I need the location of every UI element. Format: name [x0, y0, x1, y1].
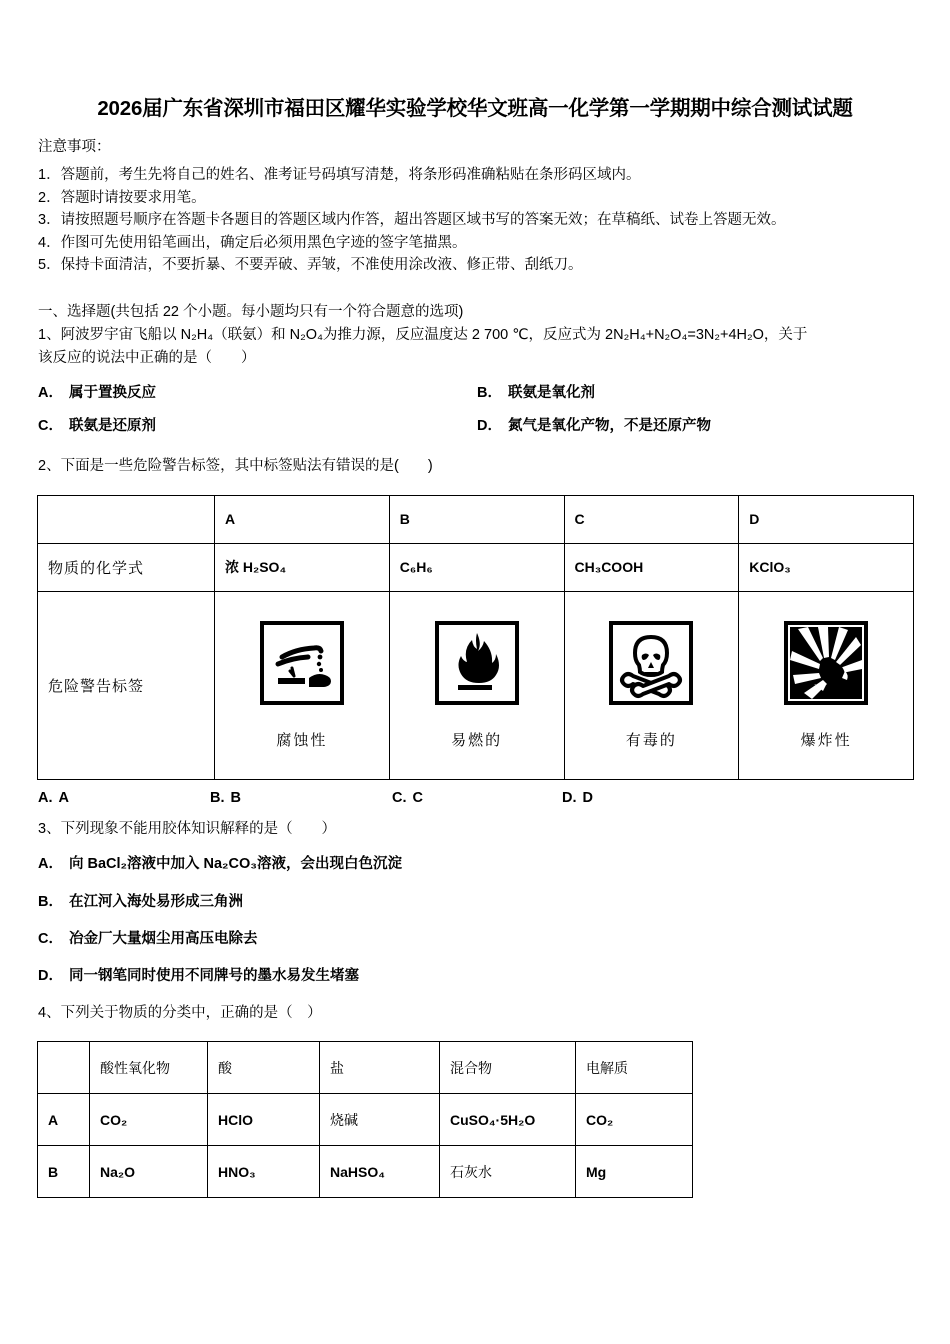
question-2-option-c[interactable] — [392, 790, 562, 806]
notice-heading: 注意事项： — [38, 138, 111, 155]
question-1-stem-line1: 1、阿波罗宇宙飞船以 N₂H₄（联氨）和 N₂O₄为推力源，反应温度达 2 700 ℃，反应式为 2N₂H₄+N₂O₄=3N₂+4H₂O，关于 — [38, 327, 808, 344]
classification-table — [37, 1041, 693, 1198]
hazard-header-c: C — [564, 495, 739, 543]
table-row-header — [38, 1042, 693, 1094]
class-b-mixture: 石灰水 — [440, 1146, 576, 1198]
option-text: 联氨是还原剂 — [68, 418, 156, 435]
table-row — [38, 1094, 693, 1146]
class-header-mixture: 混合物 — [440, 1042, 576, 1094]
option-label: B． — [38, 893, 63, 910]
hazard-header-b: B — [389, 495, 564, 543]
option-label: A． — [38, 856, 63, 873]
table-row — [38, 1146, 693, 1198]
table-row-formulas — [38, 543, 914, 591]
flammable-icon — [435, 621, 519, 705]
option-text: D — [582, 789, 593, 806]
option-text: C — [412, 789, 423, 806]
question-2-option-d[interactable] — [562, 790, 593, 806]
hazard-caption-d: 爆炸性 — [800, 731, 852, 749]
class-header-electrolyte: 电解质 — [576, 1042, 693, 1094]
option-text: A — [58, 789, 69, 806]
class-header-acidic-oxide: 酸性氧化物 — [90, 1042, 208, 1094]
notice-line-2: 2．答题时请按要求用笔。 — [38, 189, 206, 206]
option-text: 同一钢笔同时使用不同牌号的墨水易发生堵塞 — [68, 968, 359, 985]
formula-c: CH₃COOH — [564, 543, 739, 591]
option-text: 在江河入海处易形成三角洲 — [68, 893, 243, 910]
class-b-salt: NaHSO₄ — [320, 1146, 440, 1198]
option-label: C． — [38, 931, 63, 948]
section-heading: 一、选择题(共包括 22 个小题。每小题均只有一个符合题意的选项) — [38, 304, 464, 321]
class-b-acidic-oxide: Na₂O — [90, 1146, 208, 1198]
hazard-header-d: D — [739, 495, 914, 543]
class-a-salt: 烧碱 — [320, 1094, 440, 1146]
option-label: D． — [38, 968, 63, 985]
option-label: D． — [477, 418, 502, 435]
class-b-acid: HNO₃ — [208, 1146, 320, 1198]
class-header-salt: 盐 — [320, 1042, 440, 1094]
question-1-stem-line2: 该反应的说法中正确的是（ ） — [38, 349, 256, 366]
hazard-header-blank — [38, 495, 215, 543]
option-text: 冶金厂大量烟尘用高压电除去 — [68, 931, 258, 948]
option-label: A． — [38, 385, 63, 402]
notice-line-5: 5．保持卡面清洁，不要折暴、不要弄破、弄皱，不准使用涂改液、修正带、刮纸刀。 — [38, 257, 583, 274]
question-3-option-c[interactable] — [0, 931, 950, 948]
question-3-option-d[interactable] — [0, 968, 950, 985]
corrosive-icon — [260, 621, 344, 705]
question-3-option-b[interactable] — [0, 894, 950, 911]
class-a-electrolyte: CO₂ — [576, 1094, 693, 1146]
table-row-hazard-icons — [38, 591, 914, 779]
question-2-option-a[interactable] — [38, 790, 210, 806]
notice-line-1: 1．答题前，考生先将自己的姓名、准考证号码填写清楚，将条形码准确粘贴在条形码区域内。 — [38, 167, 641, 184]
class-a-acid: HClO — [208, 1094, 320, 1146]
option-text: 向 BaCl₂溶液中加入 Na₂CO₃溶液，会出现白色沉淀 — [68, 856, 402, 873]
question-3-option-a[interactable] — [0, 856, 950, 873]
question-1-options-row-2 — [0, 414, 950, 435]
row-label-formula: 物质的化学式 — [38, 543, 215, 591]
formula-a: 浓 H₂SO₄ — [215, 543, 390, 591]
explosive-icon — [784, 621, 868, 705]
toxic-icon — [609, 621, 693, 705]
hazard-cell-a — [215, 591, 390, 779]
question-2-options-row — [0, 790, 950, 806]
hazard-cell-b — [389, 591, 564, 779]
class-a-acidic-oxide: CO₂ — [90, 1094, 208, 1146]
formula-b: C₆H₆ — [389, 543, 564, 591]
class-a-mixture: CuSO₄·5H₂O — [440, 1094, 576, 1146]
option-text: 联氨是氧化剂 — [507, 385, 595, 402]
class-row-key-a: A — [38, 1094, 90, 1146]
question-1-option-a[interactable] — [38, 381, 477, 402]
option-label: A. — [38, 789, 53, 806]
option-text: 属于置换反应 — [68, 385, 156, 402]
hazard-header-a: A — [215, 495, 390, 543]
notice-line-4: 4．作图可先使用铅笔画出，确定后必须用黑色字迹的签字笔描黑。 — [38, 234, 467, 251]
option-text: B — [230, 789, 241, 806]
question-1-option-c[interactable] — [38, 414, 477, 435]
question-2-option-b[interactable] — [210, 790, 392, 806]
page-title: 2026届广东省深圳市福田区耀华实验学校华文班高一化学第一学期期中综合测试试题 — [97, 97, 853, 120]
option-label: D. — [562, 789, 577, 806]
hazard-cell-d — [739, 591, 914, 779]
question-1-option-d[interactable] — [477, 414, 916, 435]
option-text: 氮气是氧化产物，不是还原产物 — [507, 418, 711, 435]
notice-line-3: 3．请按照题号顺序在答题卡各题目的答题区域内作答，超出答题区域书写的答案无效；在草稿纸、试卷上答题无效。 — [38, 212, 786, 229]
hazard-cell-c — [564, 591, 739, 779]
option-label: C． — [38, 418, 63, 435]
option-label: B. — [210, 789, 225, 806]
class-row-key-b: B — [38, 1146, 90, 1198]
row-label-hazard: 危险警告标签 — [38, 591, 215, 779]
hazard-caption-b: 易燃的 — [451, 731, 503, 749]
question-1-option-b[interactable] — [477, 381, 916, 402]
class-header-blank — [38, 1042, 90, 1094]
class-header-acid: 酸 — [208, 1042, 320, 1094]
hazard-caption-a: 腐蚀性 — [276, 731, 328, 749]
question-2-stem: 2、下面是一些危险警告标签，其中标签贴法有错误的是( ) — [38, 458, 433, 475]
hazard-label-table — [37, 495, 914, 780]
class-b-electrolyte: Mg — [576, 1146, 693, 1198]
question-3-stem: 3、下列现象不能用胶体知识解释的是（ ） — [38, 820, 337, 837]
option-label: C. — [392, 789, 407, 806]
hazard-caption-c: 有毒的 — [625, 731, 677, 749]
table-row-header — [38, 495, 914, 543]
option-label: B． — [477, 385, 502, 402]
question-4-stem: 4、下列关于物质的分类中，正确的是（ ） — [38, 1004, 322, 1021]
notice-block — [0, 140, 950, 277]
question-1-options-row-1 — [0, 381, 950, 402]
formula-d: KClO₃ — [739, 543, 914, 591]
